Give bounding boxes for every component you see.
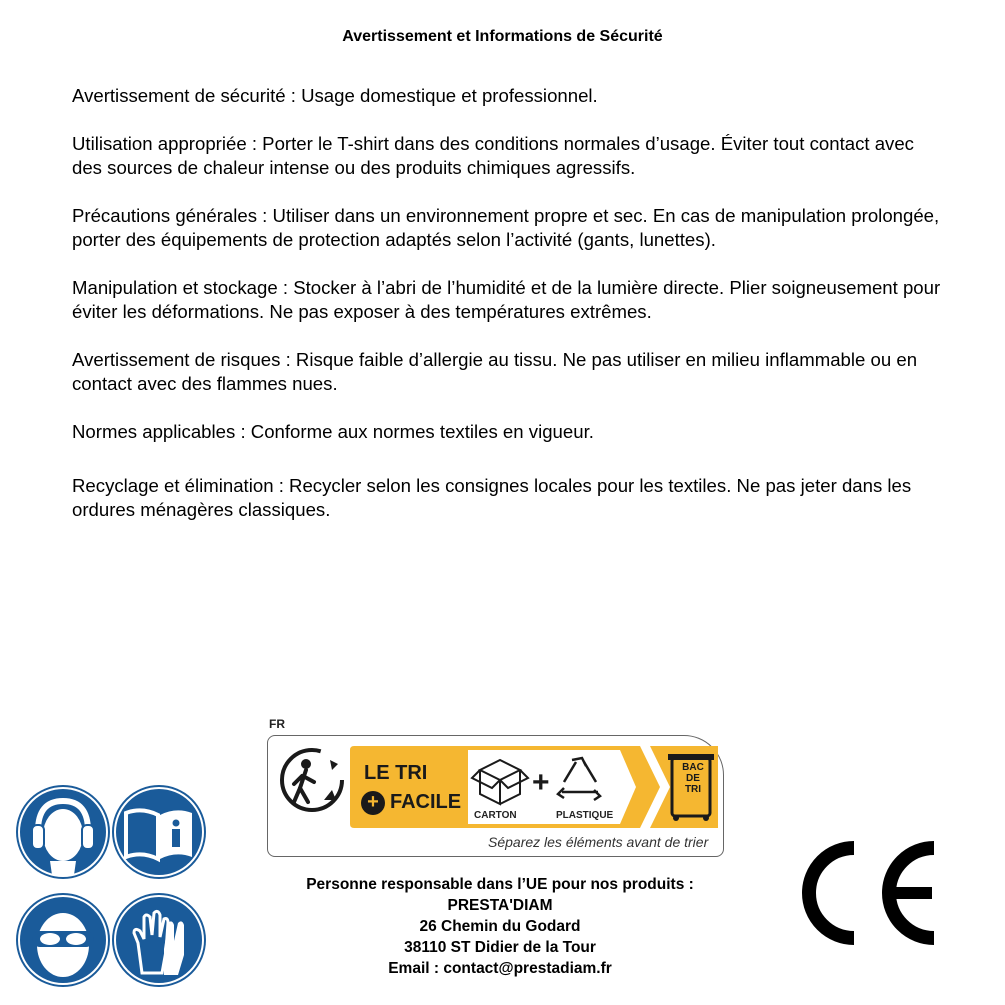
carton-plus-sign: + <box>532 766 550 799</box>
tri-facile-box <box>267 735 724 857</box>
address-city: 38110 ST Didier de la Tour <box>404 939 596 956</box>
paragraph-recyclage: Recyclage et élimination : Recycler selon les consignes locales pour les textiles. Ne pas jeter dans les ordures ménagères classiques. <box>72 475 912 520</box>
responsible-person-block <box>260 874 740 979</box>
ear-protection-icon <box>16 785 110 879</box>
triman-person-icon <box>276 744 348 816</box>
paragraph-precautions: Précautions générales : Utiliser dans un environnement propre et sec. En cas de manipulation prolongée, porter des équipements de protection adaptés selon l’activité (gants, lunettes). <box>72 205 940 250</box>
tri-plus-badge: + <box>361 791 385 815</box>
bin-label-2: DE <box>686 773 700 784</box>
eye-protection-icon <box>16 893 110 987</box>
bin-label-1: BAC <box>682 762 704 773</box>
paragraph-risques: Avertissement de risques : Risque faible d’allergie au tissu. Ne pas utiliser en milieu inflammable ou en contact avec des flammes nues. <box>72 349 918 394</box>
address-street: 26 Chemin du Godard <box>419 918 581 935</box>
paragraph-stockage: Manipulation et stockage : Stocker à l’abri de l’humidité et de la lumière directe. Plier soigneusement pour éviter les déformations. Ne pas exposer à des températures extrêmes. <box>72 277 941 322</box>
read-manual-icon <box>112 785 206 879</box>
paragraph-normes: Normes applicables : Conforme aux normes textiles en vigueur. <box>72 421 594 442</box>
country-label: FR <box>269 717 285 731</box>
triman-logo <box>266 717 726 862</box>
plastique-label: PLASTIQUE <box>556 810 614 821</box>
responsible-heading: Personne responsable dans l’UE pour nos produits : <box>306 876 694 893</box>
tri-label-line2: FACILE <box>390 791 462 813</box>
paragraph-usage: Avertissement de sécurité : Usage domestique et professionnel. <box>72 85 598 106</box>
contact-email: Email : contact@prestadiam.fr <box>388 960 612 977</box>
tri-label-line1: LE TRI <box>364 762 428 784</box>
gloves-icon <box>112 893 206 987</box>
ce-mark-icon <box>796 840 941 946</box>
separez-instruction: Séparez les éléments avant de trier <box>488 834 709 850</box>
company-name: PRESTA'DIAM <box>447 897 553 914</box>
carton-label: CARTON <box>474 810 517 821</box>
paragraph-utilisation: Utilisation appropriée : Porter le T-shirt dans des conditions normales d’usage. Éviter tout contact avec des sources de chaleur intense ou des produits chimiques agressifs. <box>72 133 914 178</box>
page-title: Avertissement et Informations de Sécurité <box>342 28 663 45</box>
bin-label-3: TRI <box>684 784 702 795</box>
